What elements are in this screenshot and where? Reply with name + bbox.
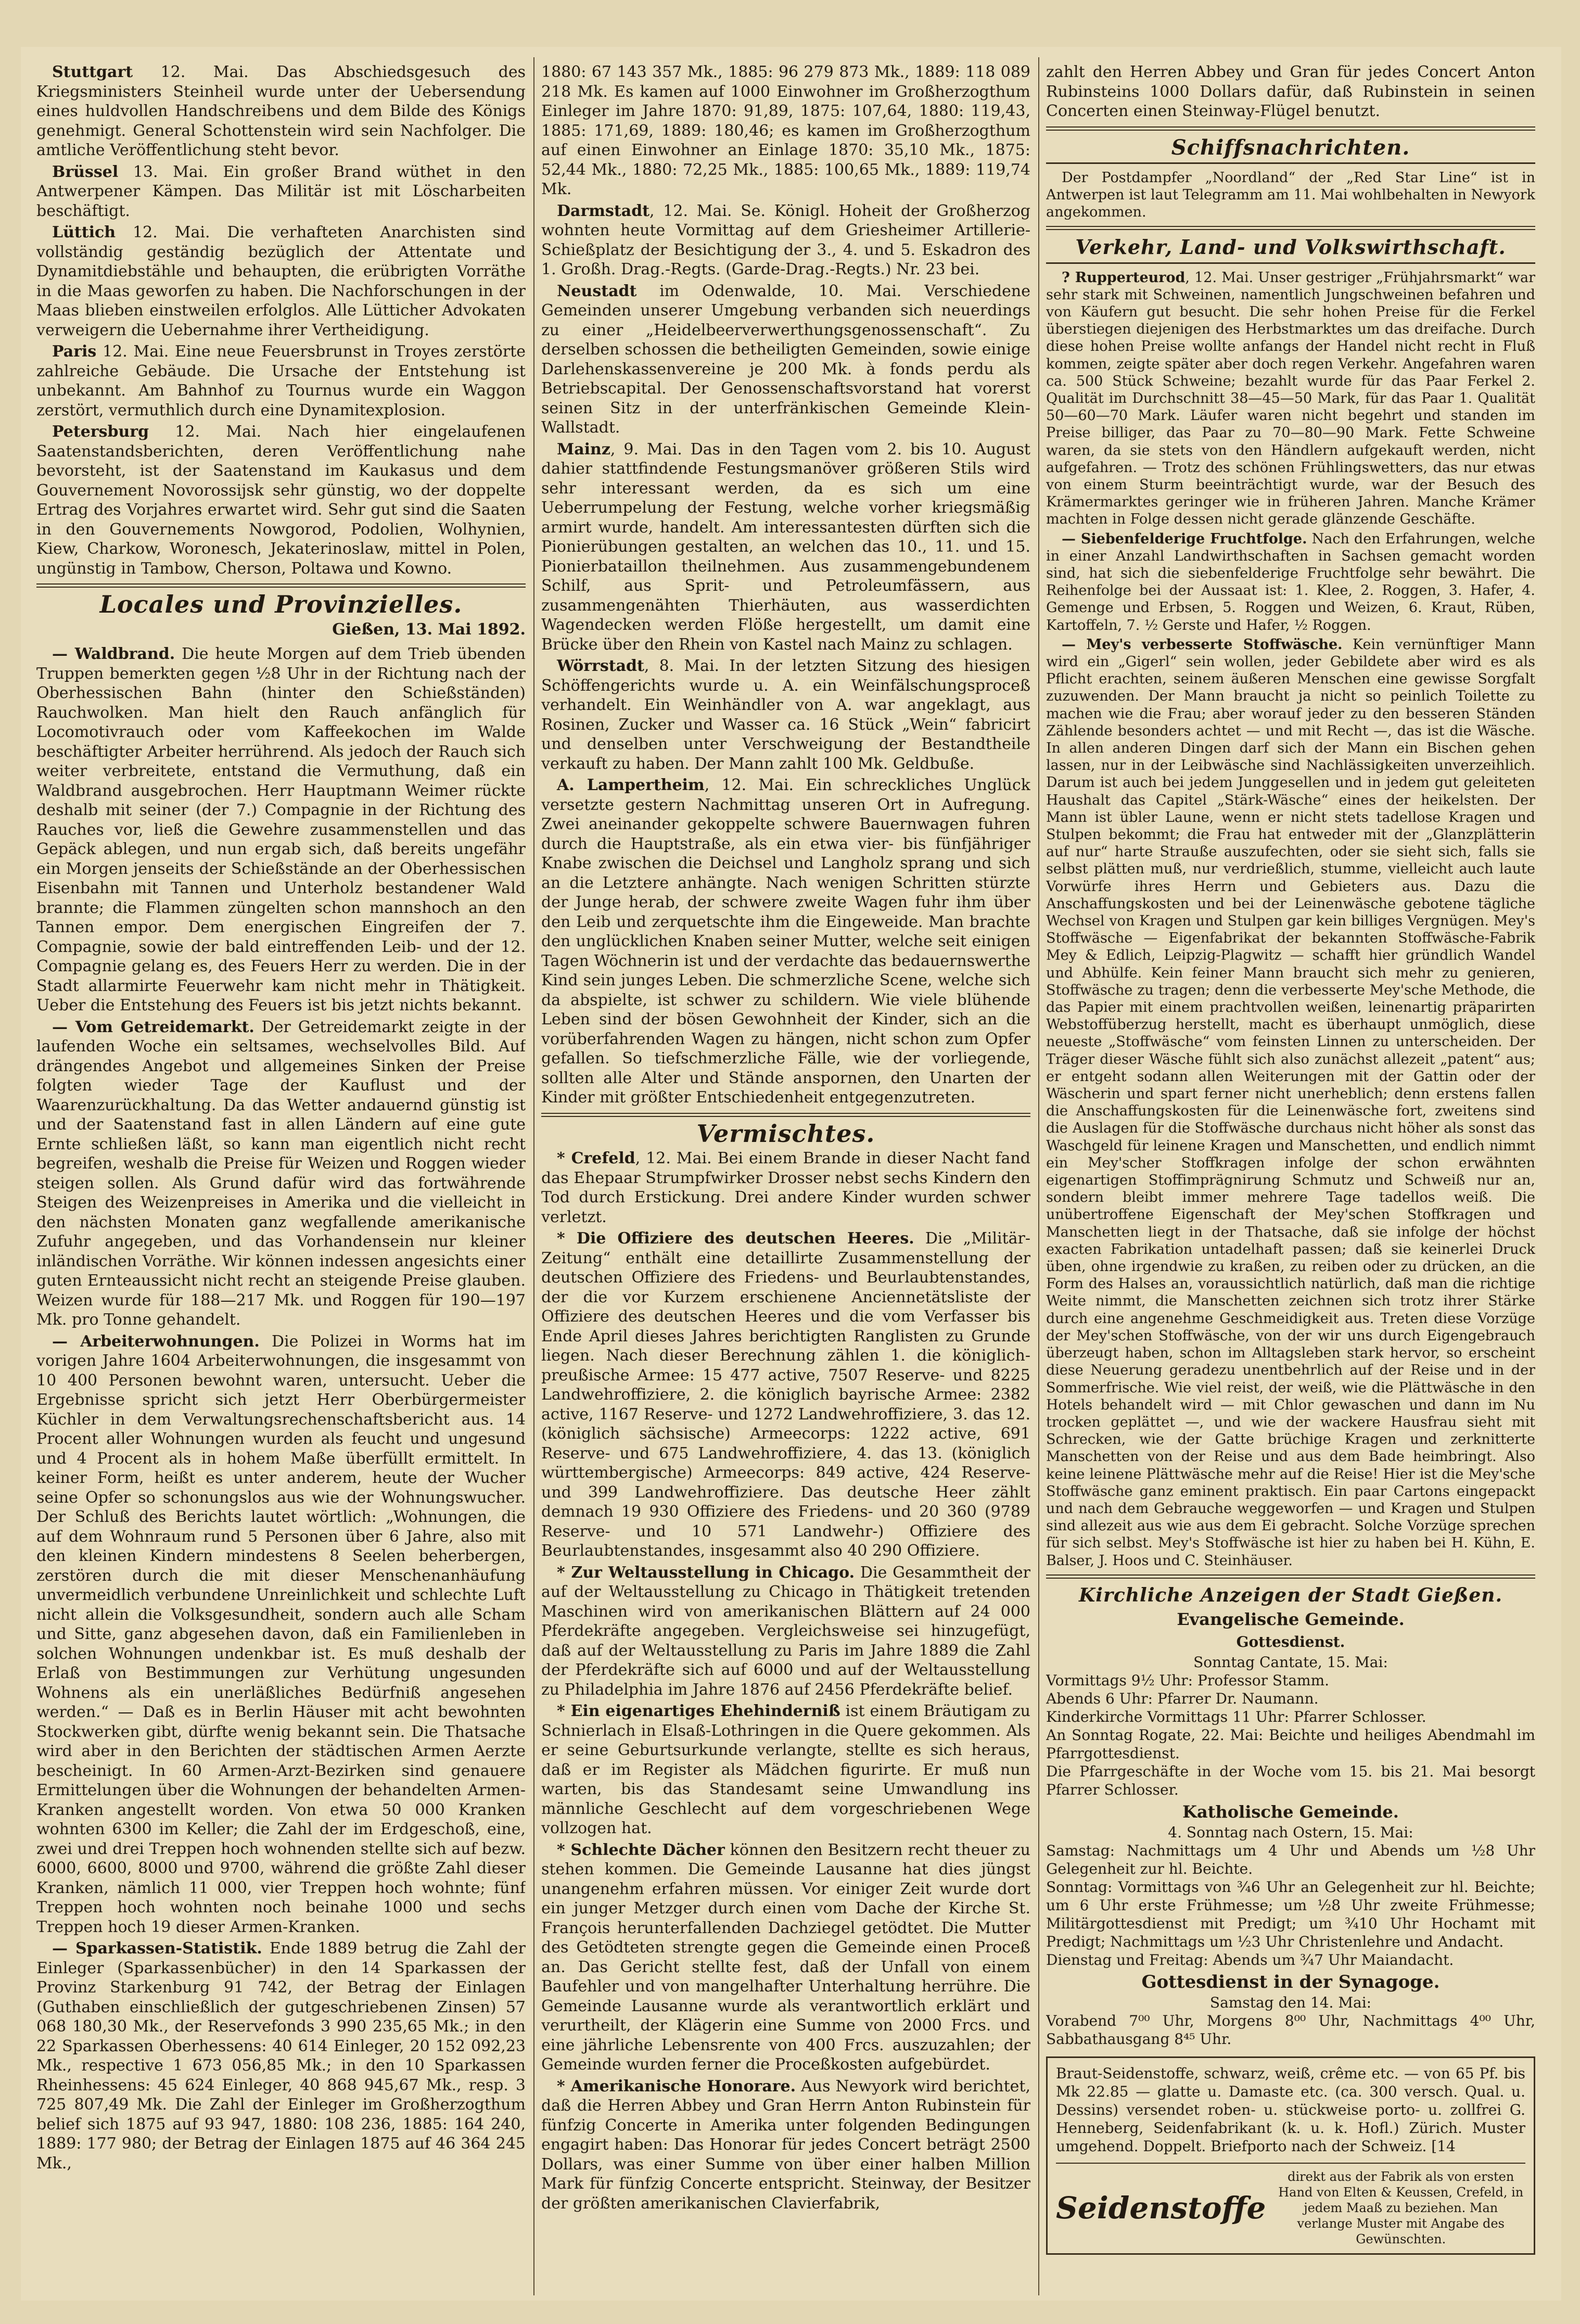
section-rule (1046, 162, 1535, 164)
church-line: Dienstag und Freitag: Abends um ¾7 Uhr Maiandacht. (1046, 1951, 1454, 1969)
news-item: Stuttgart 12. Mai. Das Abschiedsgesuch des Kriegsministers Steinheil wurde unter der Uebersendung eines huldvollen Handschreibens und dem Bilde des Königs genehmigt. General Schottenstein wird sein Nachfolger. Die amtliche Veröffentlichung steht bevor. (36, 63, 526, 159)
misc-item: * Zur Weltausstellung in Chicago. Die Gesammtheit der auf der Weltausstellung zu Chicago in Thätigkeit tretenden Maschinen wird von amerikanischen Blättern auf 24 000 Pferdekräfte angegeben. Vergleichsweise sei hinzugefügt, daß auf der Weltausstellung zu Paris im Jahre 1889 die Zahl der Pferdekräfte sich auf 6000 und auf der Weltausstellung zu Philadelphia im Jahre 1876 auf 2456 Pferdekräfte belief. (541, 1563, 1030, 1699)
misc-item: * Amerikanische Honorare. Aus Newyork wird berichtet, daß die Herren Abbey und Gran Herrn Anton Rubinstein für fünfzig Concerte in Amerika unter folgenden Bedingungen engagirt haben: Das Honorar für jedes Concert beträgt 2500 Dollars, was einer Summe von über einer halben Million Mark für fünfzig Concerte entspricht. Steinway, der Besitzer der größten amerikanischen Clavierfabrik, (541, 2077, 1030, 2213)
news-item: Neustadt im Odenwalde, 10. Mai. Verschiedene Gemeinden unserer Umgebung verbanden sich neuerdings zu einer „Heidelbeerverwerthungsgenossenschaft“. Zu derselben schossen die betheiligten Gemeinden, sowie einige Darlehenskassenvereine je 200 Mk. à fonds perdu als Betriebscapital. Der Genossenschaftsvorstand hat vorerst seinen Sitz in der unterfränkischen Gemeinde Klein-Wallstadt. (541, 282, 1030, 437)
section-heading: Vermischtes. (696, 1119, 875, 1148)
econ-item: — Siebenfelderige Fruchtfolge. Nach den Erfahrungen, welche in einer Anzahl Landwirthschaften in Sachsen gemacht worden sind, hat sich die siebenfelderige Fruchtfolge sehr bewährt. Die Reihenfolge bei der Aussaat ist: 1. Klee, 2. Roggen, 3. Hafer, 4. Gemenge und Erbsen, 5. Roggen und Weizen, 6. Kraut, Rüben, Kartoffeln, 7. ½ Gerste und Hafer, ½ Roggen. (1046, 530, 1535, 633)
econ-item: ? Rupperteurod, 12. Mai. Unser gestriger „Frühjahrsmarkt“ war sehr stark mit Schweinen, namentlich Jungschweinen befahren und von Käufern gut besucht. Die sehr hohen Preise für die Ferkel überstiegen diejenigen des Herbstmarktes um das dreifache. Durch diese hohen Preise wollte anfangs der Handel nicht recht in Fluß kommen, zeigte später aber doch regen Verkehr. Angefahren waren ca. 500 Stück Schweine; bezahlt wurde für das Paar Ferkel 2. Qualität im Durchschnitt 38—45—50 Mark, für das Paar 1. Qualität 50—60—70 Mark. Läufer waren nicht begehrt und standen im Preise billiger, das Paar zu 70—80—90 Mark. Fette Schweine waren, da sie stets von den Händlern aufgekauft werden, nicht aufgefahren. — Trotz des schönen Frühlingswetters, das nur etwas von einem Sturm beeinträchtigt wurde, war der Besuch des Krämermarktes geringer wie in früheren Jahren. Manche Krämer machten in Folge dessen nicht gerade glänzende Geschäfte. (1046, 269, 1535, 528)
church-line: Kinderkirche Vormittags 11 Uhr: Pfarrer Schlosser. (1046, 1708, 1426, 1726)
advertisement (1046, 2056, 1535, 2255)
econ-item: — Mey's verbesserte Stoffwäsche. Kein vernünftiger Mann wird ein „Gigerl“ sein wollen, jeder Gebildete aber wird es als Pflicht erachten, seinem äußeren Menschen eine gewisse Sorgfalt zuzuwenden. Der Mann braucht ja nicht so peinlich Toilette zu machen wie die Frau; aber worauf jeder zu den besseren Ständen Zählende besonders achtet — und mit Recht —, das ist die Wäsche. In allen anderen Dingen darf sich der Mann ein Bischen gehen lassen, nur in der Leibwäsche sind Nachlässigkeiten unverzeihlich. Darum ist auch bei jedem Junggesellen und in jedem gut geleiteten Haushalt das Capitel „Stärk-Wäsche“ eines der heikelsten. Der Mann ist übler Laune, wenn er nicht stets tadellose Kragen und Stulpen bekommt; die Frau hat entweder mit der „Glanzplätterin auf nur“ harte Strauße auszufechten, oder sie sieht sich, falls sie selbst plätten muß, nur verdrießlich, stumme, vielleicht auch laute Vorwürfe ihres Herrn und Gebieters aus. Dazu die Anschaffungskosten und bei der Leinenwäsche gebotene tägliche Wechsel von Kragen und Stulpen gar kein billiges Vergnügen. Mey's Stoffwäsche — Eigenfabrikat der bekannten Stoffwäsche-Fabrik Mey & Edlich, Leipzig-Plagwitz — schafft hier gründlich Wandel und Abhülfe. Kein feiner Mann braucht sich mehr zu genieren, Stoffwäsche zu tragen; denn die verbesserte Mey'sche Methode, die das Papier mit einem prachtvollen weißen, leinenartig präparirten Webstoffüberzug herstellt, macht es überhaupt unmöglich, diese neueste „Stoffwäsche“ vom feinsten Linnen zu unterscheiden. Der Träger dieser Wäsche fühlt sich also zunächst allezeit „patent“ aus; er entgeht sodann allen Weiterungen mit der Gattin oder der Wäscherin und spart ferner nicht unerheblich; denn erstens fallen die Anschaffungskosten für die Leinenwäsche fort, zweitens sind die Auslagen für die Stoffwäsche durchaus nicht höher als sonst das Waschgeld für leinene Kragen und Manschetten, und endlich nimmt ein Mey'scher Stoffkragen infolge der schon erwähnten eigenartigen Stoffimprägnirung Schmutz und Schweiß nur an, sondern bleibt immer mehrere Tage tadellos weiß. Die unübertroffene Eigenschaft der Mey'schen Stoffkragen und Manschetten liegt in der Thatsache, daß sie infolge der höchst exacten Fabrikation untadelhaft passen; daß sie keinerlei Druck üben, ohne irgendwie zu kraßen, zu reiben oder zu drücken, an die Form des Halses an, voraussichtlich natürlich, daß man die richtige Weite nimmt, die Manschetten zeichnen sich trotz ihrer Stärke durch eine angenehme Geschmeidigkeit aus. Treten diese Vorzüge der Mey'schen Stoffwäsche, von der wir uns durch Eigengebrauch überzeugt haben, schon im Alltagsleben stark hervor, so erscheint diese Neuerung geradezu unentbehrlich auf der Reise und in der Sommerfrische. Wie viel reist, der weiß, wie die Plättwäsche in den Hotels behandelt wird — mit Chlor gewaschen und dann im Nu trocken geplättet —, und wie der wackere Hausfrau sieht mit Schrecken, wie der Gatte brüchige Kragen und zerknitterte Manschetten von der Reise und aus dem Bade heimbringt. Also keine leinene Plättwäsche mehr auf die Reise! Hier ist die Mey'sche Stoffwäsche ganz eminent praktisch. Ein paar Cartons eingepackt und nach dem Gebrauche weggeworfen — und Kragen und Stulpen sind allezeit aus wie aus dem Ei gebracht. Solche Vorzüge sprechen für sich selbst. Mey's Stoffwäsche ist hier zu haben bei H. Kühn, E. Balser, J. Hoos und C. Steinhäuser. (1046, 636, 1535, 1569)
section-rule (1046, 262, 1535, 264)
church-subheading: Evangelische Gemeinde. (1177, 1609, 1405, 1630)
section-rule (541, 1113, 1030, 1117)
ad-text: Braut-Seidenstoffe, schwarz, weiß, crême etc. — von 65 Pf. bis Mk 22.85 — glatte u. Damaste etc. (ca. 300 versch. Qual. u. Dessins) versendet roben- u. stückweise porto- u. zollfrei G. Henneberg, Seidenfabrikant (k. u. k. Hofl.) Zürich. Muster umgehend. Doppelt. Briefporto nach der Schweiz. (1056, 2065, 1525, 2155)
local-item: — Vom Getreidemarkt. Der Getreidemarkt zeigte in der laufenden Woche ein seltsames, wechselvolles Bild. Auf drängendes Angebot und allgemeines Sinken der Preise folgten wieder Tage der Kauflust und der Waarenzurückhaltung. Da das Wetter andauernd günstig ist und der Saatenstand fast in allen Ländern auf eine gute Ernte schließen läßt, so kann man eigentlich nicht recht begreifen, weshalb die Preise für Weizen und Roggen wieder steigen sollen. Als Grund dafür wird das fortwährende Steigen des Weizenpreises in Amerika und die vielleicht in den nächsten Monaten ganz wegfallende amerikanische Zufuhr angegeben, und das Vorhandensein nur kleiner inländischen Vorräthe. Wir können indessen angesichts einer guten Ernteaussicht nicht recht an steigende Preise glauben. Weizen wurde für 188—217 Mk. und Roggen für 190—197 Mk. pro Tonne gehandelt. (36, 1018, 526, 1329)
church-subheading: Gottesdienst in der Synagoge. (1141, 1972, 1440, 1993)
misc-item: * Crefeld, 12. Mai. Bei einem Brande in dieser Nacht fand das Ehepaar Strumpfwirker Drosser nebst sechs Kindern den Tod durch Erstickung. Drei andere Kinder wurden schwer verletzt. (541, 1149, 1030, 1226)
local-item: — Sparkassen-Statistik. Ende 1889 betrug die Zahl der Einleger (Sparkassenbücher) in den 14 Sparkassen der Provinz Starkenburg 91 742, der Betrag der Einlagen (Guthaben einschließlich der gutgeschriebenen Zinsen) 57 068 180,30 Mk., der Reservefonds 3 990 235,65 Mk.; in den 22 Sparkassen Oberhessens: 40 614 Einleger, 20 152 092,23 Mk., respective 1 673 056,85 Mk.; in den 10 Sparkassen Rheinhessens: 45 624 Einleger, 40 868 945,67 Mk., resp. 3 725 807,49 Mk. Die Zahl der Einleger im Großherzogthum belief sich 1875 auf 93 947, 1880: 108 236, 1885: 164 240, 1889: 177 980; der Betrag der Einlagen 1875 auf 46 364 245 Mk., (36, 1939, 526, 2173)
column-divider (533, 57, 534, 2295)
newspaper-page (21, 47, 1561, 2301)
news-item: Wörrstadt, 8. Mai. In der letzten Sitzung des hiesigen Schöffengerichts wurde u. A. ein Weinfälschungsproceß verhandelt. Ein Weinhändler von A. war angeklagt, aus Rosinen, Zucker und Wasser ca. 16 Stück „Wein“ fabricirt und denselben unter Verschweigung der Bestandtheile verkauft zu haben. Der Mann zahlt 100 Mk. Geldbuße. (541, 657, 1030, 773)
church-line: 4. Sonntag nach Ostern, 15. Mai: (1168, 1824, 1413, 1842)
section-rule (1046, 226, 1535, 230)
church-line: Vormittags 9½ Uhr: Professor Stamm. (1046, 1672, 1330, 1690)
news-item: Brüssel 13. Mai. Ein großer Brand wüthet in den Antwerpener Kämpen. Das Militär ist mit Löscharbeiten beschäftigt. (36, 162, 526, 220)
section-heading: Kirchliche Anzeigen der Stadt Gießen. (1079, 1584, 1502, 1606)
news-item: Petersburg 12. Mai. Nach hier eingelaufenen Saatenstandsberichten, deren Veröffentlichung nahe bevorsteht, ist der Saatenstand im Kaukasus und dem Gouvernement Novorossijsk sehr günstig, wo der doppelte Ertrag des Vorjahres erwartet wird. Sehr gut sind die Saaten in den Gouvernements Nowgorod, Podolien, Wolhynien, Kiew, Charkow, Woronesch, Jekaterinoslaw, mittel in Polen, ungünstig in Tambow, Cherson, Poltawa und Kowno. (36, 423, 526, 578)
church-line: Sonntag: Vormittags von ¾6 Uhr an Gelegenheit zur hl. Beichte; um 6 Uhr erste Frühmesse; um ½8 Uhr zweite Frühmesse; Militärgottesdienst mit Predigt; um ¾10 Uhr Hochamt mit Predigt; Nachmittags um ½3 Uhr Christenlehre und Andacht. (1046, 1878, 1535, 1951)
ad-tag: [14 (1431, 2138, 1456, 2155)
church-line: Sonntag Cantate, 15. Mai: (1193, 1654, 1388, 1671)
section-rule (1046, 126, 1535, 131)
column-3 (1046, 62, 1535, 2290)
church-line: An Sonntag Rogate, 22. Mai: Beichte und heiliges Abendmahl im Pfarrgottesdienst. (1046, 1726, 1535, 1762)
news-item: Darmstadt, 12. Mai. Se. Königl. Hoheit der Großherzog wohnten heute Vormittag auf dem Griesheimer Artillerie-Schießplatz der Besichtigung der 3., 4. und 5. Eskadron des 1. Großh. Drag.-Regts. (Garde-Drag.-Regts.) Nr. 23 bei. (541, 201, 1030, 278)
column-2 (541, 62, 1030, 2290)
ad-headline: Seidenstoffe (1056, 2190, 1266, 2226)
news-item: Lüttich 12. Mai. Die verhafteten Anarchisten sind vollständig geständig bezüglich der Attentate und Dynamitdiebstähle und behaupten, die erübrigten Vorräthe in die Maas geworfen zu haben. Die Nachforschungen in der Maas blieben einstweilen erfolglos. Alle Lütticher Advokaten verweigern die Uebernahme ihrer Vertheidigung. (36, 223, 526, 339)
section-heading: Locales und Provinzielles. (99, 590, 463, 618)
church-line: Vorabend 7⁰⁰ Uhr, Morgens 8⁰⁰ Uhr, Nachmittags 4⁰⁰ Uhr, Sabbathausgang 8⁴⁵ Uhr. (1046, 2012, 1535, 2048)
section-heading: Schiffsnachrichten. (1171, 135, 1410, 160)
section-heading: Verkehr, Land- und Volkswirthschaft. (1075, 235, 1506, 259)
section-rule (36, 583, 526, 588)
church-subheading: Gottesdienst. (1236, 1633, 1345, 1651)
dateline: Gießen, 13. Mai 1892. (332, 620, 526, 639)
church-line: Samstag den 14. Mai: (1209, 1994, 1372, 2012)
news-item: Mainz, 9. Mai. Das in den Tagen vom 2. bis 10. August dahier stattfindende Festungsmanöver größeren Stils wird sehr interessant werden, da es sich um eine Ueberrumpelung der Festung, welche vorher kriegsmäßig armirt wurde, handelt. Am interessantesten dürften sich die Pionierübungen gestalten, an welchen das 10., 11. und 15. Pionierbataillon theilnehmen. Aus zusammengebundenem Schilf, aus Sprit- und Petroleumfässern, aus zusammengenähten Thierhäuten, aus wasserdichten Wagendecken werden Flöße hergestellt, um damit eine Brücke über den Rhein von Kastel nach Mainz zu schlagen. (541, 440, 1030, 654)
misc-item: * Schlechte Dächer können den Besitzern recht theuer zu stehen kommen. Die Gemeinde Lausanne hat dies jüngst unangenehm erfahren müssen. Vor einiger Zeit wurde dort ein junger Metzger durch einen vom Dache der Kirche St. François herunterfallenden Dachziegel getödtet. Die Mutter des Getödteten strengte gegen die Gemeinde einen Proceß an. Das Gericht stellte fest, daß der Unfall von einem Baufehler und von mangelhafter Unterhaltung herrühre. Die Gemeinde Lausanne wurde als verantwortlich erklärt und verurtheilt, der Klägerin eine Summe von 2000 Frcs. und eine jährliche Lebensrente von 400 Frcs. auszuzahlen; der Gemeinde wurden ferner die Proceßkosten aufgebürdet. (541, 1840, 1030, 2074)
local-item: — Arbeiterwohnungen. Die Polizei in Worms hat im vorigen Jahre 1604 Arbeiterwohnungen, die insgesammt von 10 400 Personen bewohnt waren, untersucht. Ueber die Ergebnisse spricht sich jetzt Herr Oberbürgermeister Küchler in dem Verwaltungsrechenschaftsbericht aus. 14 Procent aller Wohnungen wurden als feucht und ungesund und 4 Procent als in hohem Maße überfüllt ermittelt. In keiner Form, heißt es unter anderem, heute der Wucher seine Opfer so schonungslos aus wie der Wohnungswucher. Der Schluß des Berichts lautet wörtlich: „Wohnungen, die auf dem Wohnraum rund 5 Personen über 6 Jahre, also mit den kleinen Kindern mindestens 8 Seelen beherbergen, zerstören durch die mit dieser Menschenanhäufung unvermeidlich verbundene Unreinlichkeit und schlechte Luft nicht allein die Volksgesundheit, sondern auch alle Scham und Sitte, ganz abgesehen davon, daß ein Familienleben in solchen Wohnungen undenkbar ist. Es muß deshalb der Erlaß von Bestimmungen zur Verhütung ungesunden Wohnens als ein unerläßliches Bedürfniß angesehen werden.“ — Daß es in Berlin Häuser mit acht bewohnten Stockwerken gibt, dürfte wenig bekannt sein. Die Thatsache wird aber in den Berichten der städtischen Armen Aerzte bescheinigt. In 60 Armen-Arzt-Bezirken sind genauere Ermittelungen über die Wohnungen der behandelten Armen-Kranken angestellt worden. Von etwa 50 000 Kranken wohnten 6300 im Keller; die Zahl der im Erdgeschoß, eine, zwei und drei Treppen hoch wohnenden stellte sich auf bezw. 6000, 6600, 8000 und 9700, während die größte Zahl dieser Kranken, nämlich 11 000, vier Treppen hoch wohnte; fünf Treppen hoch wohnten noch beinahe 1000 und sechs Treppen hoch 19 dieser Armen-Kranken. (36, 1332, 526, 1936)
ad-text: direkt aus der Fabrik als von ersten Hand von Elten & Keussen, Crefeld, in jedem Maaß zu beziehen. Man verlange Muster mit Angabe des Gewünschten. (1278, 2169, 1524, 2247)
section-rule (1046, 1574, 1535, 1579)
church-notices (1046, 1610, 1535, 2048)
econ-block (1046, 269, 1535, 1569)
column-1 (36, 62, 526, 2290)
church-line: Samstag: Nachmittags um 4 Uhr und Abends um ½8 Uhr Gelegenheit zur hl. Beichte. (1046, 1842, 1535, 1878)
ad-seidenstoffe (1056, 2163, 1525, 2247)
misc-item: * Die Offiziere des deutschen Heeres. Die „Militär-Zeitung“ enthält eine detaillirte Zusammenstellung der deutschen Offiziere des Friedens- und Beurlaubtenstandes, der die vor Kurzem erschienene Anciennetätsliste der Offiziere des deutschen Heeres und die vom Verfasser bis Ende April dieses Jahres berichtigten Ranglisten zu Grunde liegen. Nach dieser Berechnung zählen 1. die königlich-preußische Armee: 15 477 active, 7507 Reserve- und 8225 Landwehroffiziere, 2. die königlich bayrische Armee: 2382 active, 1167 Reserve- und 1272 Landwehroffiziere, 3. das 12. (königlich sächsische) Armeecorps: 1222 active, 691 Reserve- und 675 Landwehroffiziere, 4. das 13. (königlich württembergische) Armeecorps: 849 active, 424 Reserve- und 399 Landwehroffiziere. Das deutsche Heer zählt demnach 19 930 Offiziere des Friedens- und 20 360 (9789 Reserve- und 10 571 Landwehr-) Offiziere des Beurlaubtenstandes, insgesammt also 40 290 Offiziere. (541, 1229, 1030, 1560)
church-line: Abends 6 Uhr: Pfarrer Dr. Naumann. (1046, 1690, 1319, 1708)
news-item: 1880: 67 143 357 Mk., 1885: 96 279 873 Mk., 1889: 118 089 218 Mk. Es kamen auf 1000 Einwohner im Großherzogthum Einleger im Jahre 1870: 91,89, 1875: 107,64, 1880: 119,43, 1885: 171,69, 1889: 180,46; es kamen im Großherzogthum auf einen Einwohner an Einlage 1870: 35,10 Mk., 1875: 52,44 Mk., 1880: 72,25 Mk., 1885: 100,65 Mk., 1889: 119,74 Mk. (541, 63, 1030, 198)
local-item: — Waldbrand. Die heute Morgen auf dem Trieb übenden Truppen bemerkten gegen ½8 Uhr in der Richtung nach der Oberhessischen Bahn (hinter den Schießständen) Rauchwolken. Man hielt den Rauch anfänglich für Locomotivrauch oder vom Kaffeekochen im Walde beschäftigter Arbeiter herrührend. Als jedoch der Rauch sich weiter verbreitete, entstand die Vermuthung, daß ein Waldbrand ausgebrochen. Herr Hauptmann Weimer rückte deshalb mit seiner (der 7.) Compagnie in der Richtung des Rauches vor, ließ die Gewehre zusammenstellen und das Gepäck ablegen, und nun ergab sich, daß bereits ungefähr ein Morgen jenseits der Schießstände an der Oberhessischen Eisenbahn mit Tannen und Unterholz bestandener Wald brannte; die Flammen züngelten schon mannshoch an den Tannen empor. Dem energischen Eingreifen der 7. Compagnie, sowie der bald eintreffenden Leib- und der 12. Compagnie gelang es, des Feuers Herr zu werden. Die in der Stadt allarmirte Feuerwehr kam nicht mehr in Thätigkeit. Ueber die Entstehung des Feuers ist bis jetzt nichts bekannt. (36, 645, 526, 1014)
church-subheading: Katholische Gemeinde. (1182, 1802, 1399, 1822)
column-divider (1038, 57, 1039, 2295)
news-item: zahlt den Herren Abbey und Gran für jedes Concert Anton Rubinsteins 1000 Dollars dafür, daß Rubinstein in seinen Concerten einen Steinway-Flügel benutzt. (1046, 63, 1535, 120)
news-item: Paris 12. Mai. Eine neue Feuersbrunst in Troyes zerstörte zahlreiche Gebäude. Die Ursache der Entstehung ist unbekannt. Am Bahnhof zu Tournus wurde ein Waggon zerstört, vermuthlich durch eine Dynamitexplosion. (36, 342, 526, 420)
misc-item: * Ein eigenartiges Ehehinderniß ist einem Bräutigam zu Schnierlach in Elsaß-Lothringen in die Quere gekommen. Als er seine Geburtsurkunde verlangte, stellte es sich heraus, daß er im Register als Mädchen figurirte. Er muß nun warten, bis das Standesamt seine Umwandlung ins männliche Geschlecht auf dem vorgeschriebenen Wege vollzogen hat. (541, 1702, 1030, 1837)
news-item: A. Lampertheim, 12. Mai. Ein schreckliches Unglück versetzte gestern Nachmittag unseren Ort in Aufregung. Zwei aneinander gekoppelte schwere Bauernwagen fuhren durch die Hauptstraße, als ein etwa vier- bis fünfjähriger Knabe zwischen die Deichsel und Langholz sprang und sich an die Letztere anhängte. Nach wenigen Schritten stürzte der Junge herab, der schwere zweite Wagen fuhr ihm über den Leib und zerquetschte ihm die Eingeweide. Man brachte den unglücklichen Knaben seiner Mutter, welche seit einigen Tagen Wöchnerin ist und der verdachte das bedauernswerthe Kind sein junges Leben. Die schmerzliche Scene, welche sich da abspielte, ist schwer zu schildern. Wie viele blühende Leben sind der bösen Gewohnheit der Kinder, sich an die vorüberfahrenden Wagen zu hängen, nicht schon zum Opfer gefallen. So tiefschmerzliche Fälle, wie der vorliegende, sollten alle Alter und Stände anspornen, den Unarten der Kinder mit größter Entschiedenheit entgegenzutreten. (541, 776, 1030, 1107)
news-item: Der Postdampfer „Noordland“ der „Red Star Line“ ist in Antwerpen ist laut Telegramm am 11. Mai wohlbehalten in Newyork angekommen. (1046, 170, 1535, 220)
church-line: Die Pfarrgeschäfte in der Woche vom 15. bis 21. Mai besorgt Pfarrer Schlosser. (1046, 1763, 1535, 1799)
